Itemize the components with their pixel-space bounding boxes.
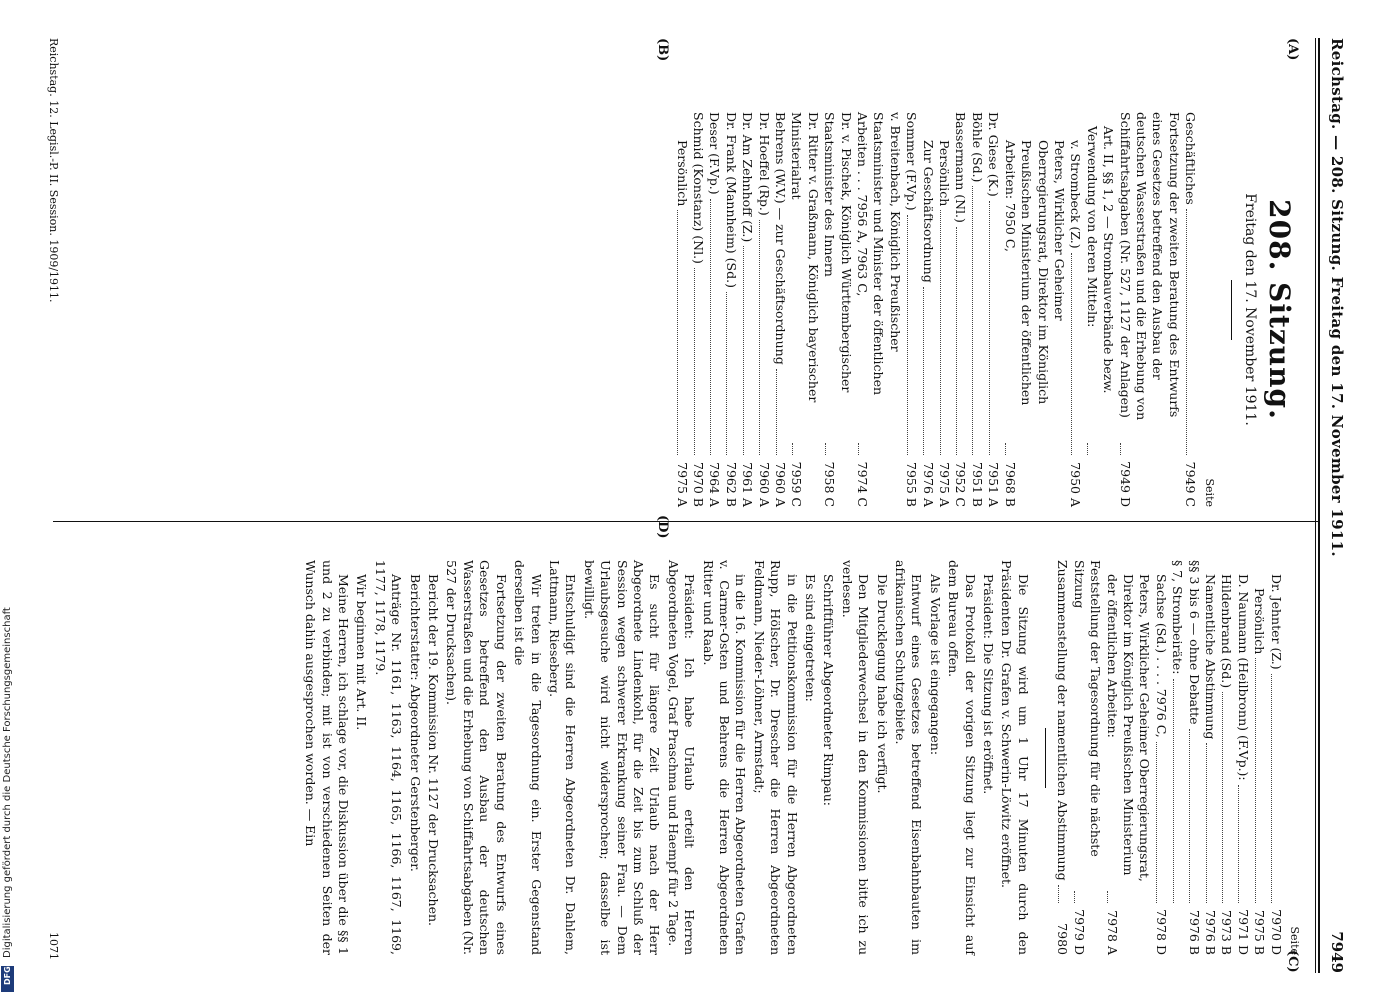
paragraph: Es sind eingetreten: (803, 574, 819, 702)
leader-dots (989, 201, 990, 455)
contents-entry (755, 112, 771, 507)
page-reference: 7970 D (1268, 909, 1284, 955)
entry-text: Sommer (F.Vp.) (904, 112, 920, 211)
paragraph: Fortsetzung der zweiten Beratung des Entwurfs eines Gesetzes betreffend den Ausbau der deutschen Wasserstraßen und die Erhebung von Schiffahrtsabgaben (Nr. 527 der Drucksachen). (444, 560, 509, 955)
page-reference: 7964 A (707, 462, 723, 507)
paragraph: Bericht der 19. Kommission Nr. 1127 der Drucksachen. (426, 574, 442, 926)
contents-entry (706, 112, 722, 507)
margin-marker-b: (B) (655, 38, 670, 62)
footer-signature: 1071 (47, 932, 60, 960)
entry-text: v. Strombeck (Z.) (1068, 140, 1084, 249)
entry-text: Behrens (W.V.) — zur Geschäftsordnung (773, 112, 789, 365)
page-reference: 7975 B (1252, 910, 1268, 955)
leader-dots (1206, 743, 1207, 903)
page-reference: 7955 B (904, 462, 920, 507)
contents-entry (673, 112, 689, 507)
page-reference: 7973 B (1219, 910, 1235, 955)
page-reference: 7951 B (969, 462, 985, 507)
leader-dots (1071, 253, 1072, 455)
leader-dots (940, 210, 941, 455)
page-reference: 7949 D (1117, 461, 1133, 507)
page-reference: 7976 A (920, 462, 936, 507)
leader-dots (1173, 679, 1174, 903)
page-reference: 7949 C (1183, 461, 1199, 507)
contents-entry (788, 112, 821, 507)
page-reference: 7979 D (1071, 909, 1087, 955)
entry-text: Feststellung der Tagesordnung für die nächste Sitzung (1071, 560, 1104, 857)
entry-text: D. Naumann (Heilbronn) (F.Vp.): (1235, 574, 1251, 781)
left-contents-list (673, 112, 1198, 507)
leader-dots (743, 246, 744, 455)
entry-text: Dr. Ritter v. Graßmann, Königlich bayerischer Ministerialrat (789, 112, 821, 403)
leader-dots (1074, 891, 1075, 903)
page-reference: 7962 B (723, 462, 739, 507)
leader-dots (710, 199, 711, 455)
entry-text: Dr. Jehnter (Z.) (1268, 574, 1284, 670)
running-head (1318, 38, 1352, 973)
title-rule (1231, 280, 1232, 340)
paragraph: Präsident: Die Sitzung ist eröffnet. (981, 574, 997, 795)
page-reference: 7960 A (756, 462, 772, 507)
contents-entry (952, 112, 968, 507)
contents-entry (1267, 560, 1283, 955)
leader-dots (1271, 674, 1272, 903)
margin-marker-d: (D) (655, 515, 670, 539)
left-column (673, 112, 1302, 507)
contents-entry (1067, 112, 1083, 507)
contents-entry (1070, 560, 1103, 955)
paragraph: in die Petitionskommission für die Herren Abgeordneten Rupp, Hölscher, Dr. Drescher die Herren Abgeordneten Feldmann, Nieder-Löhner, Armstadt; (751, 560, 800, 955)
paragraph: Entwurf eines Gesetzes betreffend Eisenbahnbauten im afrikanischen Schutzgebiete. (893, 560, 925, 955)
entry-text: Persönlich (674, 140, 690, 207)
paragraph: Das Protokoll der vorigen Sitzung liegt zur Einsicht auf dem Bureau offen. (946, 560, 978, 955)
entry-text: Art. II, §§ 1, 2 — Strombauverbände bezw. Verwendung von deren Mitteln: (1084, 126, 1117, 394)
contents-entry (936, 112, 952, 507)
entry-text: Dr. v. Pischek, Königlich Württembergischer Staatsminister des Innern (822, 112, 854, 393)
leader-dots (1120, 443, 1121, 455)
margin-marker-a: (A) (1285, 38, 1300, 61)
paragraph: Berichterstatter: Abgeordneter Gerstenberger. (407, 574, 423, 872)
leader-dots (694, 268, 695, 455)
digitization-note: Digitalisierung gefördert durch die Deutsche Forschungsgemeinschaft (2, 607, 13, 958)
leader-dots (1238, 785, 1239, 903)
header-rule-thin (1315, 38, 1316, 973)
entry-text: v. Breitenbach, Königlich Preußischer Staatsminister und Minister der öffentlichen Arbeiten . . . 7956 A, 7963 C, (855, 112, 903, 396)
entry-text: Schmid (Konstanz) (Nl.) (691, 112, 706, 264)
leader-dots (858, 443, 859, 455)
right-contents-list (1054, 560, 1284, 955)
paragraph: Die Sitzung wird um 1 Uhr 17 Minuten durch den Präsidenten Dr. Grafen v. Schwerin-Löwitz eröffnet. (999, 560, 1031, 955)
entry-text: Peters, Wirklicher Geheimer Oberregierungsrat, Direktor im Königlich Preußischen Ministerium der öffentlichen Arbeiten: (1104, 574, 1153, 882)
paragraph: Wir beginnen mit Art. II. (354, 574, 370, 731)
contents-entry (722, 112, 738, 507)
session-date: Freitag den 17. November 1911. (1242, 193, 1258, 426)
contents-entry (739, 112, 755, 507)
seite-label-right: Seite (1288, 926, 1301, 955)
contents-entry (1001, 112, 1067, 507)
header-rule (1318, 38, 1320, 973)
contents-entry (1103, 560, 1152, 955)
page-reference: 7958 C (822, 461, 838, 507)
page-reference: 7952 C (953, 461, 969, 507)
page-reference: 7976 B (1202, 910, 1218, 955)
dfg-logo (1, 966, 14, 992)
leader-dots (759, 220, 760, 455)
paragraph: in die 16. Kommission für die Herren Abgeordneten Grafen v. Carmer-Osten und Behrens die Herren Abgeordneten Ritter und Raab. (700, 560, 749, 955)
page-reference: 7960 A (773, 462, 789, 507)
margin-marker-c: (C) (1285, 950, 1300, 973)
page-reference: 7978 D (1153, 909, 1169, 955)
paragraph: Anträge Nr. 1161, 1163, 1164, 1165, 1166, 1167, 1169, 1177, 1178, 1179. (372, 560, 405, 955)
page-reference: 7975 A (674, 462, 690, 507)
contents-entry (1182, 112, 1198, 507)
page-reference: 7976 B (1186, 910, 1202, 955)
paragraph: Die Drucklegung habe ich verfügt. (874, 574, 890, 794)
page-number: 7949 (1328, 931, 1346, 973)
leader-dots (792, 443, 793, 455)
page-reference: 7968 B (1002, 462, 1018, 507)
running-head-text: Reichstag. — 208. Sitzung. Freitag den 17. November 1911. (1328, 38, 1346, 557)
entry-text: Sachse (Sd.) . . . . 7976 C, (1153, 574, 1169, 738)
footer-legislature: Reichstag. 12. Legisl.-P. II. Session. 1909/1911. (47, 38, 60, 303)
contents-entry (1152, 560, 1168, 955)
proceedings-text (302, 560, 1031, 955)
entry-text: Zusammenstellung der namentlichen Abstimmung (1055, 560, 1071, 881)
leader-dots (726, 292, 727, 455)
contents-entry (1116, 112, 1182, 507)
leader-dots (956, 227, 957, 455)
entry-text: Fortsetzung der zweiten Beratung des Entwurfs eines Gesetzes betreffend den Ausbau der deutschen Wasserstraßen und die Erhebung von Schiffahrtsabgaben (Nr. 527, 1127 der Anlagen) (1117, 112, 1182, 421)
page-reference: 7971 D (1235, 909, 1251, 955)
leader-dots (1255, 658, 1256, 903)
leader-dots (923, 287, 924, 455)
contents-entry (1234, 560, 1250, 955)
scanned-page (20, 0, 1360, 1000)
paragraph: Wir treten in die Tagesordnung ein. Erster Gegenstand derselben ist die (512, 560, 544, 955)
seite-label: Seite (1202, 478, 1216, 507)
contents-entry (772, 112, 788, 507)
contents-entry (969, 112, 985, 507)
entry-text: Dr. Am Zehnhoff (Z.) (740, 112, 756, 243)
entry-text: Deser (F.Vp.) (707, 112, 723, 195)
entry-text: Persönlich (937, 140, 953, 207)
leader-dots (1087, 443, 1088, 455)
section-rule (1045, 728, 1046, 788)
contents-entry (903, 112, 919, 507)
leader-dots (1222, 692, 1223, 903)
paragraph: Schriftführer Abgeordneter Rimpau: (821, 574, 837, 807)
entry-text: Dr. Frank (Mannheim) (Sd.) (723, 112, 739, 288)
page-reference: 7970 B (691, 462, 706, 507)
entry-text: Geschäftliches (1183, 112, 1199, 205)
contents-entry (1185, 560, 1201, 955)
leader-dots (907, 215, 908, 455)
leader-dots (1005, 443, 1006, 455)
page-reference: 7975 A (937, 462, 953, 507)
page-reference: 7961 A (740, 462, 756, 507)
leader-dots (1156, 742, 1157, 903)
session-title: 208. Sitzung. (1263, 199, 1296, 420)
contents-entry (690, 112, 706, 507)
leader-dots (677, 210, 678, 455)
contents-entry (1202, 560, 1218, 955)
leader-dots (973, 186, 974, 455)
dfg-logo-text: DFG (3, 966, 12, 985)
contents-entry (821, 112, 854, 507)
contents-entry (1218, 560, 1234, 955)
leader-dots (1186, 209, 1187, 455)
contents-entry (1054, 560, 1070, 955)
leader-dots (1107, 891, 1108, 903)
page-reference: 7980 (1055, 923, 1071, 955)
entry-text: Namentliche Abstimmung (1202, 574, 1218, 740)
leader-dots (825, 443, 826, 455)
contents-entry (1083, 112, 1116, 507)
paragraph: Den Mitgliederwechsel in den Kommissionen bitte ich zu verlesen. (839, 560, 872, 955)
contents-entry (1169, 560, 1185, 955)
leader-dots (1189, 729, 1190, 903)
page-reference: 7950 A (1068, 462, 1084, 507)
contents-entry (1251, 560, 1267, 955)
page-reference: 7978 A (1104, 910, 1120, 955)
column-divider (53, 521, 1318, 522)
paragraph: Entschuldigt sind die Herren Abgeordneten Dr. Dahlem, Lattmann, Rieseberg. (546, 560, 579, 955)
entry-text: Peters, Wirklicher Geheimer Oberregierungsrat, Direktor im Königlich Preußischen Ministerium der öffentlichen Arbeiten: 7950 C, (1002, 140, 1067, 406)
entry-text: Dr. Giese (K.) (986, 112, 1002, 197)
entry-text: Bassermann (Nl.) (953, 112, 969, 223)
entry-text: Persönlich (1252, 588, 1268, 655)
paragraph: Meine Herren, ich schlage vor, die Diskussion über die §§ 1 und 2 zu verbinden; mit ist von verschiedenen Seiten der Wunsch dahin ausgesprochen worden. — Ein (303, 560, 352, 955)
side-strip (0, 0, 16, 1000)
page-reference: 7959 C (789, 461, 805, 507)
entry-text: Böhle (Sd.) (969, 112, 985, 183)
leader-dots (776, 369, 777, 455)
entry-text: Zur Geschäftsordnung (920, 140, 936, 283)
paragraph: Als Vorlage ist eingegangen: (927, 574, 943, 756)
page-reference: 7974 C (855, 461, 871, 507)
entry-text: Hildenbrand (Sd.) (1219, 574, 1235, 689)
paragraph: Präsident: Ich habe Urlaub erteilt den Herren Abgeordneten Vogel, Graf Praschma und Haempf für 2 Tage. (665, 560, 698, 955)
page-reference: 7951 A (986, 462, 1002, 507)
leader-dots (1058, 885, 1059, 903)
contents-entry (919, 112, 935, 507)
paragraph: Es sucht für längere Zeit Urlaub nach der Herr Abgeordnete Lindenkohl, für die Zeit bis zum Schluß der Session wegen schwerer Erkrankung seiner Frau. — Dem Urlaubsgesuche wird nicht widersprochen; dasselbe ist bewilligt. (581, 560, 663, 955)
entry-text: §§ 3 bis 6 — ohne Debatte (1186, 560, 1202, 725)
contents-entry (854, 112, 903, 507)
entry-text: Dr. Hoeffel (Rp.) (756, 112, 772, 216)
entry-text: § 7, Strombeiräte: (1170, 560, 1186, 675)
contents-entry (985, 112, 1001, 507)
right-column (300, 560, 1302, 955)
